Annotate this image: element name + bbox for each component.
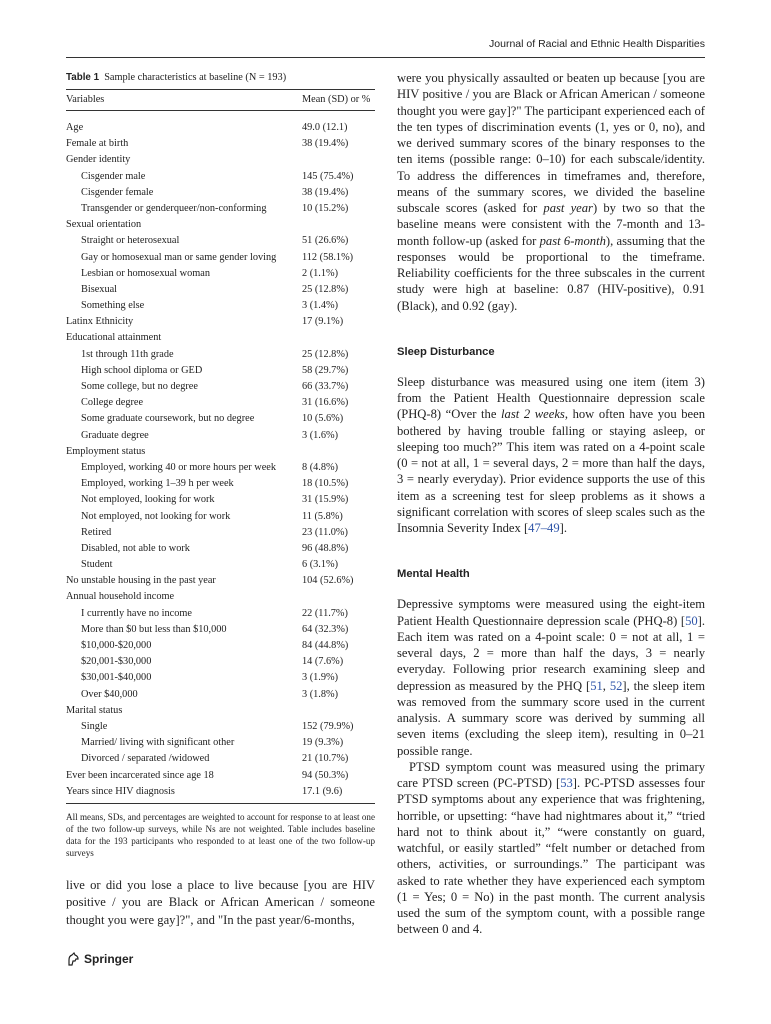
header-rule <box>66 57 705 58</box>
left-column <box>66 70 375 859</box>
table-cell-value: 25 (12.8%) <box>302 348 349 360</box>
table-cell-value: 38 (19.4%) <box>302 186 349 198</box>
table-cell-variable: Employed, working 40 or more hours per week <box>81 461 277 473</box>
table-cell-variable: Ever been incarcerated since age 18 <box>66 769 214 781</box>
table-cell-value: 3 (1.4%) <box>302 300 339 312</box>
table-cell-variable: College degree <box>81 397 144 409</box>
table-row <box>66 330 375 346</box>
table-cell-value: 58 (29.7%) <box>302 364 349 376</box>
table-cell-value: 22 (11.7%) <box>302 607 348 619</box>
table-row <box>66 719 375 735</box>
table-cell-value: 10 (5.6%) <box>302 413 344 425</box>
table-cell-variable: High school diploma or GED <box>81 364 203 376</box>
table-cell-variable: Cisgender male <box>81 170 146 182</box>
table-row <box>66 120 375 136</box>
table-cell-variable: Annual household income <box>66 591 175 603</box>
table-row <box>66 703 375 719</box>
table-row <box>66 363 375 379</box>
table-cell-value: 21 (10.7%) <box>302 753 349 765</box>
table-cell-variable: Bisexual <box>81 283 118 295</box>
table-cell-variable: Marital status <box>66 704 123 716</box>
right-column <box>397 70 705 938</box>
citation-link[interactable]: 53 <box>560 776 573 790</box>
table-cell-value: 152 (79.9%) <box>302 720 354 732</box>
table-cell-variable: $20,001-$30,000 <box>81 656 152 668</box>
table-row <box>66 492 375 508</box>
publisher-footer <box>66 952 133 966</box>
table-row <box>66 169 375 185</box>
table-row <box>66 606 375 622</box>
table-header <box>66 89 375 111</box>
table-row <box>66 654 375 670</box>
table-row <box>66 233 375 249</box>
table-cell-variable: Age <box>66 122 84 133</box>
table-row <box>66 428 375 444</box>
table-row <box>66 185 375 201</box>
springer-horse-icon <box>66 952 80 966</box>
table-row <box>66 314 375 330</box>
paragraph-sleep: Sleep disturbance was measured using one item (item 3) from the Patient Health Questionnaire depression scale (PHQ-8) “Over the last 2 weeks, how often have you been bothered by having trouble falling or staying asleep, or sleeping too much?” This item was rated on a 4-point scale (0 = not at all, 1 = several days, 2 = more than half the days, 3 = nearly everyday). Prior evidence supports the use of this item as a screening test for sleep problems as it shows a significant correlation with scores of sleep scales such as the Insomnia Severity Index [47–49]. <box>397 374 705 535</box>
table-cell-variable: More than $0 but less than $10,000 <box>81 623 227 635</box>
table-cell-value: 17.1 (9.6) <box>302 785 343 797</box>
table-col-mean: Mean (SD) or % <box>302 94 371 105</box>
table-cell-variable: 1st through 11th grade <box>81 348 174 360</box>
table-body <box>66 111 375 804</box>
table-cell-value: 23 (11.0%) <box>302 526 348 538</box>
heading-sleep-disturbance: Sleep Disturbance <box>397 345 495 358</box>
table-cell-variable: Transgender or genderqueer/non-conforming <box>81 202 267 214</box>
table-cell-variable: Educational attainment <box>66 332 162 344</box>
table-row <box>66 768 375 784</box>
table-row <box>66 622 375 638</box>
table-cell-variable: Lesbian or homosexual woman <box>81 267 210 279</box>
table-row <box>66 638 375 654</box>
table-row <box>66 476 375 492</box>
citation-link[interactable]: 50 <box>685 613 698 628</box>
table-cell-variable: Graduate degree <box>81 429 149 441</box>
table-cell-value: 2 (1.1%) <box>302 267 339 279</box>
table-cell-variable: Employment status <box>66 445 146 457</box>
table-row <box>66 217 375 233</box>
table-cell-value: 3 (1.8%) <box>302 688 339 700</box>
table-cell-value: 31 (16.6%) <box>302 397 349 409</box>
table-cell-value: 145 (75.4%) <box>302 170 354 182</box>
table-row <box>66 250 375 266</box>
table-row <box>66 298 375 314</box>
table-note: All means, SDs, and percentages are weighted to account for response to at least one of the two follow-up surveys, while Ns are not weighted. Table includes baseline data for the 193 participants who responded to at least one of the two follow-up surveys <box>66 811 375 858</box>
table-cell-value: 25 (12.8%) <box>302 283 349 295</box>
table-row <box>66 573 375 589</box>
table-cell-value: 10 (15.2%) <box>302 202 349 214</box>
table-cell-value: 3 (1.6%) <box>302 429 339 441</box>
table-cell-value: 66 (33.7%) <box>302 381 349 392</box>
table-cell-variable: Divorced / separated /widowed <box>81 753 210 765</box>
table-row <box>66 751 375 767</box>
left-body-text: live or did you lose a place to live because [you are HIV positive / you are Black or African American / someone thought you were gay]?", and "In the past year/6-months, <box>66 878 375 927</box>
table-row <box>66 589 375 605</box>
publisher-name: Springer <box>84 952 134 966</box>
table-cell-variable: Latinx Ethnicity <box>66 316 134 328</box>
table-row <box>66 557 375 573</box>
table-cell-variable: Gender identity <box>66 154 131 166</box>
table-row <box>66 735 375 751</box>
table-cell-variable: Gay or homosexual man or same gender loving <box>81 251 277 263</box>
table-row <box>66 509 375 525</box>
table-cell-variable: $10,000-$20,000 <box>81 640 152 651</box>
table-row <box>66 347 375 363</box>
table-row <box>66 395 375 411</box>
table-cell-variable: Straight or heterosexual <box>81 235 180 247</box>
table-row <box>66 687 375 703</box>
paragraph-discrimination: were you physically assaulted or beaten up because [you are HIV positive / you are Black or African American / someone thought you were gay]?" The participant experienced each of the ten types of discrimination events (1, yes or 0, no), and we derived summary scores of the binary responses to the ten items (possible range: 0–10) for each subscale/identity. To address the differences in timeframes and, therefore, means of the summary scores, we divided the baseline subscale scores (asked for past year) by two so that the baseline means were consistent with the 7-month and 13-month follow-up (asked for past 6-month), assuming that the responses would be proportional to the timeframe. Reliability coefficients for the three subscales in the current study were high at baseline: 0.87 (HIV-positive), 0.91 (Black), and 0.92 (gay). <box>397 71 706 313</box>
table-row <box>66 379 375 395</box>
citation-link[interactable]: 47–49 <box>528 521 560 535</box>
table-cell-variable: Retired <box>81 526 112 538</box>
table-cell-variable: Not employed, not looking for work <box>81 510 231 522</box>
table-cell-variable: Married/ living with significant other <box>81 737 235 749</box>
table-cell-variable: Something else <box>81 300 145 312</box>
table-cell-value: 11 (5.8%) <box>302 510 343 522</box>
table-cell-variable: Disabled, not able to work <box>81 542 190 554</box>
table-cell-value: 31 (15.9%) <box>302 494 349 506</box>
table-cell-value: 104 (52.6%) <box>302 575 354 587</box>
table-row <box>66 670 375 686</box>
table-cell-value: 19 (9.3%) <box>302 737 344 749</box>
table-cell-variable: I currently have no income <box>81 607 192 619</box>
table-cell-value: 6 (3.1%) <box>302 559 339 571</box>
table-cell-value: 96 (48.8%) <box>302 542 349 554</box>
table-cell-value: 3 (1.9%) <box>302 672 339 684</box>
table-row <box>66 201 375 217</box>
table-cell-variable: No unstable housing in the past year <box>66 575 216 587</box>
table-row <box>66 541 375 557</box>
table-cell-value: 51 (26.6%) <box>302 235 349 247</box>
table-row <box>66 784 375 800</box>
table-cell-variable: Some graduate coursework, but no degree <box>81 413 255 425</box>
table-row <box>66 282 375 298</box>
table-cell-value: 94 (50.3%) <box>302 769 349 781</box>
table-row <box>66 525 375 541</box>
table-cell-variable: Years since HIV diagnosis <box>66 785 175 797</box>
table-caption <box>66 70 375 88</box>
journal-title: Journal of Racial and Ethnic Health Disparities <box>489 38 705 50</box>
table-col-variables: Variables <box>66 94 105 105</box>
table-row <box>66 444 375 460</box>
table-cell-value: 8 (4.8%) <box>302 461 339 473</box>
paragraph-ptsd: PTSD symptom count was measured using the primary care PTSD screen (PC-PTSD) [53]. PC-PTSD assesses four PTSD symptoms about any experience that was frightening, horrible, or upsetting: “have had nightmares about it,” “tried hard not to think about it,” “were constantly on guard, watchful, or easily startled” “felt number or detached from others, activities, or surroundings.” The participant was asked to rate whether they have experienced each symptom (1 = Yes; 0 = No) in the past month. The current analysis used the sum of the symptom count, with a possible range between 0 and 4. <box>397 759 705 937</box>
table-row <box>66 152 375 168</box>
table-cell-variable: $30,001-$40,000 <box>81 672 152 684</box>
heading-mental-health: Mental Health <box>397 568 470 581</box>
table-cell-variable: Sexual orientation <box>66 219 142 231</box>
table-cell-variable: Employed, working 1–39 h per week <box>81 478 234 490</box>
table-cell-value: 17 (9.1%) <box>302 316 344 328</box>
table-cell-variable: Not employed, looking for work <box>81 494 215 506</box>
table-row <box>66 460 375 476</box>
table-cell-variable: Some college, but no degree <box>81 381 198 392</box>
table-cell-variable: Over $40,000 <box>81 688 138 700</box>
paragraph-depression: Depressive symptoms were measured using the eight-item Patient Health Questionnaire depression scale (PHQ-8) [50]. Each item was rated on a 4-point scale: 0 = not at all, 1 = several days, 2 = more than half the days, 3 = nearly everyday. Following prior research examining sleep and depression as measured by the PHQ [51, 52], the sleep item was removed from the summary score used in the current analysis. A summary score was derived by summing all seven items (excluding the sleep item), resulting in 0–21 possible range. <box>397 597 705 758</box>
table-cell-variable: Student <box>81 559 113 571</box>
table-caption-text: Sample characteristics at baseline (N = 193) <box>104 72 287 83</box>
table-cell-value: 64 (32.3%) <box>302 623 349 635</box>
table-label: Table 1 <box>66 72 100 83</box>
table-cell-variable: Female at birth <box>66 138 129 150</box>
table-cell-variable: Cisgender female <box>81 186 154 198</box>
table-row <box>66 136 375 152</box>
table-cell-value: 84 (44.8%) <box>302 640 349 651</box>
citation-link[interactable]: 52 <box>609 678 623 693</box>
table-cell-value: 14 (7.6%) <box>302 656 344 668</box>
citation-link[interactable]: 51 <box>590 678 603 693</box>
table-cell-value: 38 (19.4%) <box>302 138 349 150</box>
table-cell-value: 112 (58.1%) <box>302 251 354 263</box>
table-row <box>66 266 375 282</box>
table-cell-value: 18 (10.5%) <box>302 478 349 490</box>
table-row <box>66 411 375 427</box>
table-cell-variable: Single <box>81 720 108 732</box>
table-cell-value: 49.0 (12.1) <box>302 122 348 133</box>
